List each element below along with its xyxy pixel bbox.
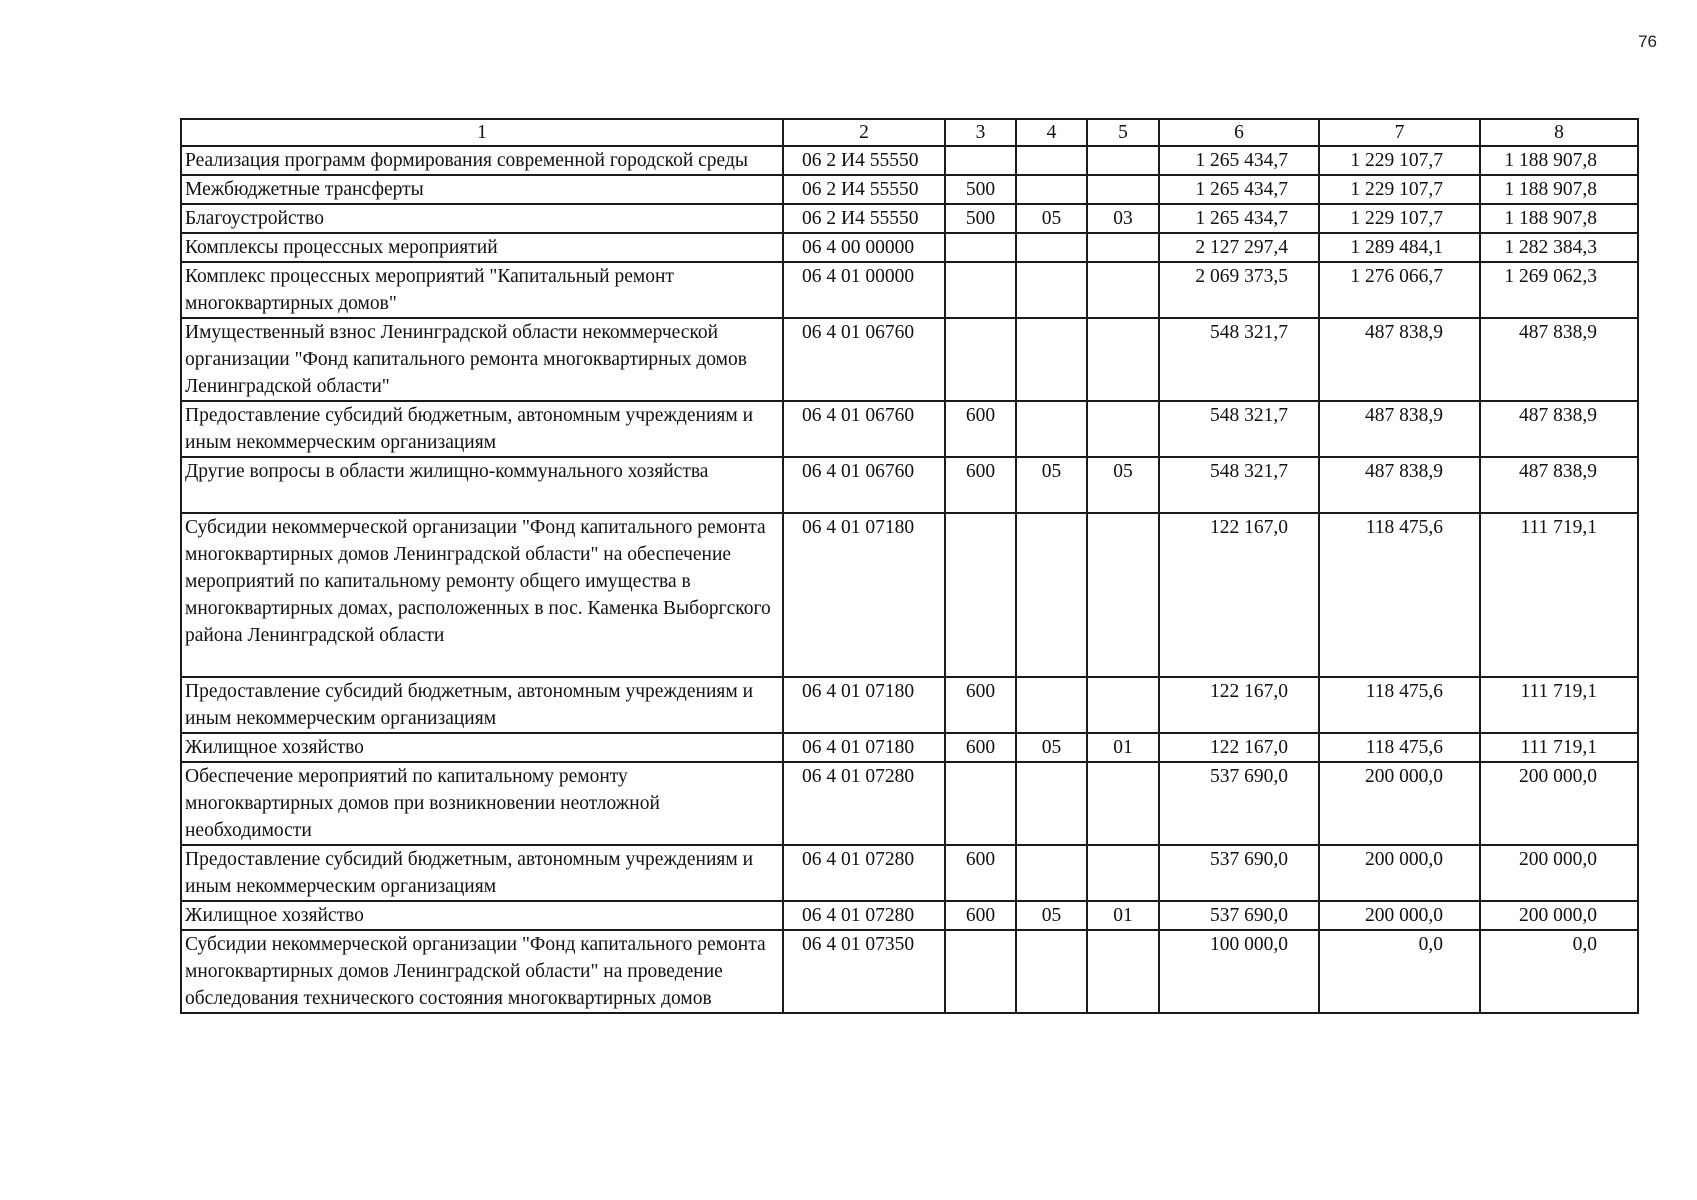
row-col4-cell xyxy=(1016,233,1087,262)
row-col5-cell xyxy=(1087,401,1159,457)
column-header-7: 7 xyxy=(1319,119,1480,146)
row-col3-cell: 600 xyxy=(945,845,1016,901)
row-value8-cell: 1 188 907,8 xyxy=(1480,204,1638,233)
row-value6-cell: 548 321,7 xyxy=(1159,457,1319,513)
row-code-cell: 06 4 01 07180 xyxy=(783,513,945,677)
row-value8-cell: 111 719,1 xyxy=(1480,677,1638,733)
row-value7-cell: 200 000,0 xyxy=(1319,845,1480,901)
column-header-5: 5 xyxy=(1087,119,1159,146)
row-name-cell: Межбюджетные трансферты xyxy=(181,175,783,204)
row-value8-cell: 0,0 xyxy=(1480,930,1638,1013)
row-value7-cell: 1 229 107,7 xyxy=(1319,146,1480,175)
row-value8-cell: 487 838,9 xyxy=(1480,457,1638,513)
row-code-cell: 06 4 01 06760 xyxy=(783,457,945,513)
row-value8-cell: 111 719,1 xyxy=(1480,513,1638,677)
row-name-cell: Жилищное хозяйство xyxy=(181,733,783,762)
row-col5-cell xyxy=(1087,175,1159,204)
row-value6-cell: 2 069 373,5 xyxy=(1159,262,1319,318)
row-col3-cell xyxy=(945,262,1016,318)
row-col3-cell xyxy=(945,513,1016,677)
row-code-cell: 06 2 И4 55550 xyxy=(783,204,945,233)
row-col4-cell: 05 xyxy=(1016,204,1087,233)
row-name-cell: Другие вопросы в области жилищно-коммунального хозяйства xyxy=(181,457,783,513)
row-code-cell: 06 4 01 07180 xyxy=(783,733,945,762)
table-row xyxy=(181,677,1638,733)
row-value7-cell: 1 289 484,1 xyxy=(1319,233,1480,262)
row-col4-cell xyxy=(1016,930,1087,1013)
table-row xyxy=(181,513,1638,677)
row-col4-cell xyxy=(1016,762,1087,845)
row-value6-cell: 2 127 297,4 xyxy=(1159,233,1319,262)
row-value8-cell: 200 000,0 xyxy=(1480,901,1638,930)
table-header xyxy=(181,119,1638,146)
row-col5-cell: 05 xyxy=(1087,457,1159,513)
row-value6-cell: 537 690,0 xyxy=(1159,901,1319,930)
row-col5-cell xyxy=(1087,513,1159,677)
row-name-cell: Комплекс процессных мероприятий "Капитальный ремонт многоквартирных домов" xyxy=(181,262,783,318)
row-code-cell: 06 2 И4 55550 xyxy=(783,175,945,204)
row-name-cell: Субсидии некоммерческой организации "Фонд капитального ремонта многоквартирных домов Ленинградской области" на обеспечение мероприятий по капитальному ремонту общего имущества в многоквартирных домах, расположенных в пос. Каменка Выборгского района Ленинградской области xyxy=(181,513,783,677)
row-col4-cell xyxy=(1016,677,1087,733)
table-row xyxy=(181,233,1638,262)
row-value8-cell: 487 838,9 xyxy=(1480,401,1638,457)
row-value6-cell: 122 167,0 xyxy=(1159,733,1319,762)
table-row xyxy=(181,146,1638,175)
row-col5-cell xyxy=(1087,318,1159,401)
row-code-cell: 06 4 01 07180 xyxy=(783,677,945,733)
page-number: 76 xyxy=(1638,32,1657,51)
table-row xyxy=(181,930,1638,1013)
row-value7-cell: 0,0 xyxy=(1319,930,1480,1013)
row-value6-cell: 537 690,0 xyxy=(1159,762,1319,845)
row-value7-cell: 118 475,6 xyxy=(1319,677,1480,733)
budget-table xyxy=(180,118,1639,1014)
row-value6-cell: 548 321,7 xyxy=(1159,318,1319,401)
row-value7-cell: 118 475,6 xyxy=(1319,733,1480,762)
row-code-cell: 06 4 00 00000 xyxy=(783,233,945,262)
row-name-cell: Комплексы процессных мероприятий xyxy=(181,233,783,262)
row-col5-cell xyxy=(1087,762,1159,845)
row-code-cell: 06 2 И4 55550 xyxy=(783,146,945,175)
row-name-cell: Предоставление субсидий бюджетным, автономным учреждениям и иным некоммерческим организациям xyxy=(181,401,783,457)
column-header-6: 6 xyxy=(1159,119,1319,146)
row-col4-cell: 05 xyxy=(1016,457,1087,513)
table-row xyxy=(181,175,1638,204)
row-col5-cell: 03 xyxy=(1087,204,1159,233)
row-col3-cell: 600 xyxy=(945,401,1016,457)
row-code-cell: 06 4 01 07280 xyxy=(783,845,945,901)
row-col3-cell: 600 xyxy=(945,457,1016,513)
row-col5-cell: 01 xyxy=(1087,733,1159,762)
row-col5-cell xyxy=(1087,233,1159,262)
table-row xyxy=(181,204,1638,233)
row-col3-cell: 600 xyxy=(945,733,1016,762)
row-code-cell: 06 4 01 06760 xyxy=(783,401,945,457)
row-value8-cell: 111 719,1 xyxy=(1480,733,1638,762)
row-value7-cell: 118 475,6 xyxy=(1319,513,1480,677)
row-value8-cell: 1 188 907,8 xyxy=(1480,146,1638,175)
table-row xyxy=(181,318,1638,401)
row-code-cell: 06 4 01 07350 xyxy=(783,930,945,1013)
table-body xyxy=(181,146,1638,1013)
row-value6-cell: 1 265 434,7 xyxy=(1159,175,1319,204)
row-value6-cell: 548 321,7 xyxy=(1159,401,1319,457)
row-col3-cell xyxy=(945,233,1016,262)
row-col3-cell: 500 xyxy=(945,175,1016,204)
row-value6-cell: 537 690,0 xyxy=(1159,845,1319,901)
header-row xyxy=(181,119,1638,146)
column-header-1: 1 xyxy=(181,119,783,146)
row-code-cell: 06 4 01 07280 xyxy=(783,901,945,930)
row-name-cell: Реализация программ формирования современной городской среды xyxy=(181,146,783,175)
column-header-3: 3 xyxy=(945,119,1016,146)
row-value8-cell: 200 000,0 xyxy=(1480,845,1638,901)
row-col4-cell xyxy=(1016,513,1087,677)
row-code-cell: 06 4 01 07280 xyxy=(783,762,945,845)
row-value6-cell: 122 167,0 xyxy=(1159,513,1319,677)
row-col3-cell xyxy=(945,762,1016,845)
table-row xyxy=(181,262,1638,318)
row-col4-cell: 05 xyxy=(1016,733,1087,762)
column-header-4: 4 xyxy=(1016,119,1087,146)
row-col4-cell xyxy=(1016,262,1087,318)
row-code-cell: 06 4 01 06760 xyxy=(783,318,945,401)
row-col5-cell xyxy=(1087,677,1159,733)
row-name-cell: Благоустройство xyxy=(181,204,783,233)
row-col3-cell xyxy=(945,146,1016,175)
row-name-cell: Предоставление субсидий бюджетным, автономным учреждениям и иным некоммерческим организациям xyxy=(181,677,783,733)
row-value7-cell: 1 276 066,7 xyxy=(1319,262,1480,318)
row-value7-cell: 200 000,0 xyxy=(1319,901,1480,930)
column-header-2: 2 xyxy=(783,119,945,146)
row-col3-cell xyxy=(945,318,1016,401)
table-row xyxy=(181,762,1638,845)
row-value6-cell: 122 167,0 xyxy=(1159,677,1319,733)
row-col5-cell xyxy=(1087,146,1159,175)
row-code-cell: 06 4 01 00000 xyxy=(783,262,945,318)
table-row xyxy=(181,733,1638,762)
row-value8-cell: 487 838,9 xyxy=(1480,318,1638,401)
row-col5-cell xyxy=(1087,262,1159,318)
row-col4-cell xyxy=(1016,175,1087,204)
table-row xyxy=(181,457,1638,513)
row-col4-cell xyxy=(1016,401,1087,457)
row-col4-cell xyxy=(1016,318,1087,401)
table-row xyxy=(181,401,1638,457)
row-value7-cell: 487 838,9 xyxy=(1319,318,1480,401)
row-value7-cell: 1 229 107,7 xyxy=(1319,204,1480,233)
table-row xyxy=(181,901,1638,930)
row-col3-cell: 600 xyxy=(945,677,1016,733)
row-value8-cell: 1 282 384,3 xyxy=(1480,233,1638,262)
row-value6-cell: 1 265 434,7 xyxy=(1159,204,1319,233)
row-col3-cell xyxy=(945,930,1016,1013)
row-name-cell: Имущественный взнос Ленинградской области некоммерческой организации "Фонд капитального ремонта многоквартирных домов Ленинградской области" xyxy=(181,318,783,401)
row-name-cell: Субсидии некоммерческой организации "Фонд капитального ремонта многоквартирных домов Ленинградской области" на проведение обследования технического состояния многоквартирных домов xyxy=(181,930,783,1013)
row-value7-cell: 200 000,0 xyxy=(1319,762,1480,845)
row-value8-cell: 1 188 907,8 xyxy=(1480,175,1638,204)
row-col4-cell: 05 xyxy=(1016,901,1087,930)
row-name-cell: Жилищное хозяйство xyxy=(181,901,783,930)
row-value7-cell: 1 229 107,7 xyxy=(1319,175,1480,204)
row-col5-cell xyxy=(1087,930,1159,1013)
row-col5-cell: 01 xyxy=(1087,901,1159,930)
row-value7-cell: 487 838,9 xyxy=(1319,457,1480,513)
column-header-8: 8 xyxy=(1480,119,1638,146)
row-col4-cell xyxy=(1016,146,1087,175)
row-col3-cell: 500 xyxy=(945,204,1016,233)
row-name-cell: Обеспечение мероприятий по капитальному ремонту многоквартирных домов при возникновении неотложной необходимости xyxy=(181,762,783,845)
table-row xyxy=(181,845,1638,901)
row-value8-cell: 1 269 062,3 xyxy=(1480,262,1638,318)
row-value7-cell: 487 838,9 xyxy=(1319,401,1480,457)
row-value6-cell: 100 000,0 xyxy=(1159,930,1319,1013)
row-value8-cell: 200 000,0 xyxy=(1480,762,1638,845)
row-value6-cell: 1 265 434,7 xyxy=(1159,146,1319,175)
row-col5-cell xyxy=(1087,845,1159,901)
row-col4-cell xyxy=(1016,845,1087,901)
row-name-cell: Предоставление субсидий бюджетным, автономным учреждениям и иным некоммерческим организациям xyxy=(181,845,783,901)
row-col3-cell: 600 xyxy=(945,901,1016,930)
